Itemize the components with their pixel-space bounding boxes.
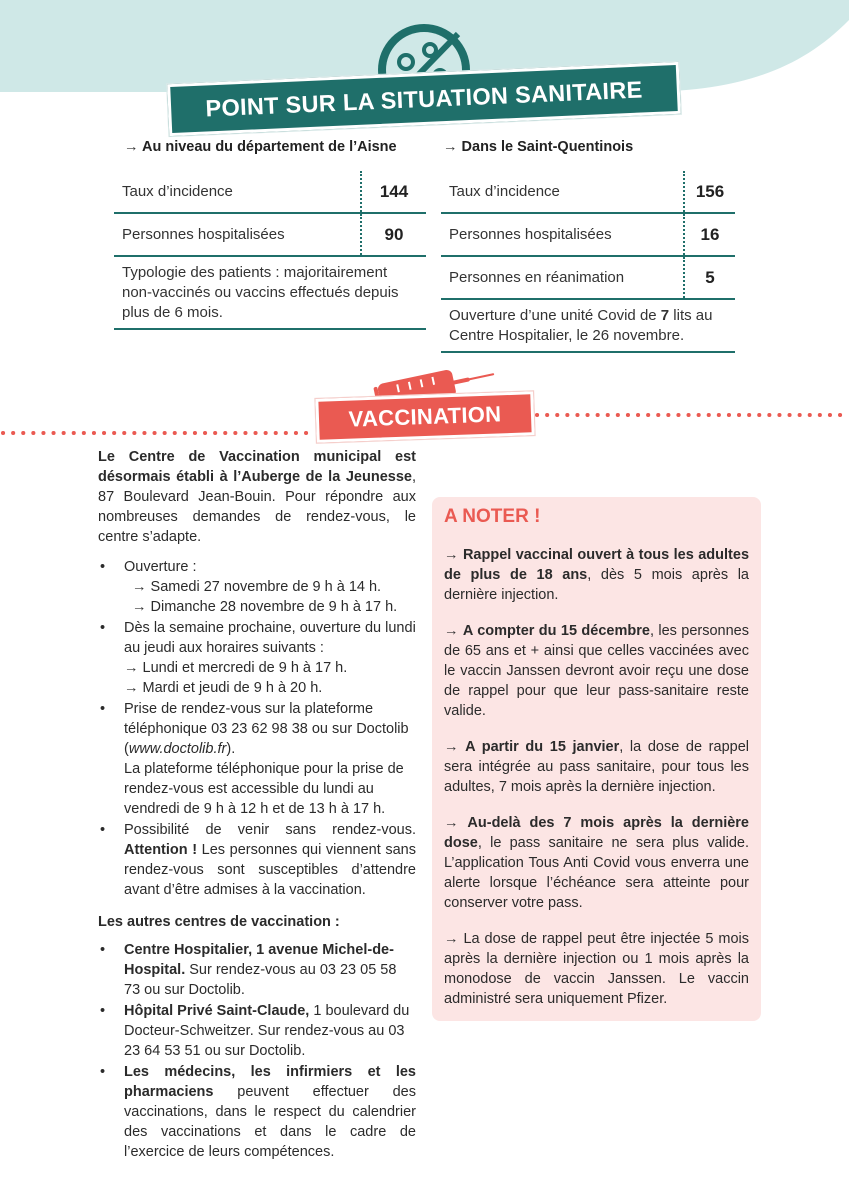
- stat-value: 144: [360, 171, 426, 212]
- stat-label: Personnes hospitalisées: [122, 226, 285, 243]
- stat-row: [114, 214, 426, 257]
- arrow-right-icon: →: [132, 579, 151, 595]
- list-item: • Centre Hospitalier, 1 avenue Michel-de-Hospital. Sur rendez-vous au 03 23 05 58 73 ou sur Doctolib.: [98, 940, 416, 1000]
- list-item: • Les médecins, les infirmiers et les pharmaciens peuvent effectuer des vaccinations, dans le respect du calendrier des vaccinations et dans le cadre de l’exercice de leurs compétences.: [98, 1062, 416, 1162]
- vaccination-bullets: [98, 557, 416, 900]
- vaccination-banner: [315, 391, 534, 443]
- other-centers-list: [98, 940, 416, 1162]
- list-item: • Possibilité de venir sans rendez-vous. Attention ! Les personnes qui viennent sans rendez-vous sont susceptibles d’attendre avant d’être admises à la vaccination.: [98, 820, 416, 900]
- arrow-right-icon: →: [124, 660, 143, 676]
- stat-label: Personnes hospitalisées: [449, 226, 612, 243]
- stat-value: 5: [683, 257, 735, 298]
- intro-paragraph: Le Centre de Vaccination municipal est désormais établi à l’Auberge de la Jeunesse, 87 Boulevard Jean-Bouin. Pour répondre aux nombreuses demandes de rendez-vous, le centre s’adapte.: [98, 449, 416, 545]
- situation-banner-title: POINT SUR LA SITUATION SANITAIRE: [204, 75, 644, 122]
- note-item: → A compter du 15 décembre, les personnes de 65 ans et + ainsi que celles vaccinées avec le vaccin Janssen devront avoir reçu une dose de rappel pour que leur pass-sanitaire reste valide.: [444, 623, 749, 719]
- stat-value: 90: [360, 214, 426, 255]
- note-item: → Au-delà des 7 mois après la dernière dose, le pass sanitaire ne sera plus valide. L’application Tous Anti Covid vous enverra une alerte lorsque l’échéance sera atteinte pour conserver votre pass.: [444, 815, 749, 911]
- stat-value: 156: [683, 171, 735, 212]
- list-item: • Prise de rendez-vous sur la plateforme téléphonique 03 23 62 98 38 ou sur Doctolib (www.doctolib.fr). La plateforme téléphonique pour la prise de rendez-vous est accessible du lundi au vendredi de 9 h à 12 h et de 13 h à 17 h.: [98, 699, 416, 819]
- saint-quentinois-stats-table: [441, 171, 735, 353]
- arrow-right-icon: →: [444, 623, 463, 639]
- list-item: • Hôpital Privé Saint-Claude, 1 boulevard du Docteur-Schweitzer. Sur rendez-vous au 03 23 64 53 51 ou sur Doctolib.: [98, 1001, 416, 1061]
- note-box: [432, 497, 761, 1021]
- arrow-right-icon: →: [124, 139, 142, 155]
- stat-row: [441, 171, 735, 214]
- vaccination-info: [98, 447, 416, 1163]
- stat-row: [114, 171, 426, 214]
- dotted-divider-right: [534, 412, 849, 418]
- stat-label: Personnes en réanimation: [449, 269, 625, 286]
- saint-quentinois-note: Ouverture d’une unité Covid de 7 lits au Centre Hospitalier, le 26 novembre.: [441, 300, 735, 353]
- dotted-divider-left: [0, 430, 316, 436]
- arrow-right-icon: →: [132, 599, 151, 615]
- list-item: • Dès la semaine prochaine, ouverture du lundi au jeudi aux horaires suivants : → Lundi et mercredi de 9 h à 17 h. → Mardi et jeudi de 9 h à 20 h.: [98, 618, 416, 698]
- note-title: A NOTER !: [444, 506, 541, 527]
- stat-value: 16: [683, 214, 735, 255]
- arrow-right-icon: →: [444, 815, 468, 831]
- note-item: → La dose de rappel peut être injectée 5 mois après la dernière injection ou 1 mois après la monodose de vaccin Janssen. Le vaccin administré sera uniquement Pfizer.: [444, 931, 749, 1007]
- arrow-right-icon: →: [124, 680, 143, 696]
- stat-label: Taux d’incidence: [449, 183, 560, 200]
- arrow-right-icon: →: [444, 739, 466, 755]
- vaccination-banner-title: VACCINATION: [348, 401, 502, 432]
- note-item: → A partir du 15 janvier, la dose de rappel sera intégrée au pass sanitaire, pour tous les adultes, 7 mois après la dernière injection.: [444, 739, 749, 795]
- arrow-right-icon: →: [444, 931, 464, 947]
- arrow-right-icon: →: [444, 547, 463, 563]
- aisne-note: Typologie des patients : majoritairement non-vaccinés ou vaccins effectués depuis plus de 6 mois.: [114, 257, 426, 330]
- saint-quentinois-heading: → Dans le Saint-Quentinois: [443, 139, 634, 155]
- doctolib-link[interactable]: www.doctolib.fr: [128, 741, 227, 757]
- stat-row: [441, 214, 735, 257]
- aisne-stats-table: [114, 171, 426, 330]
- stat-row: [441, 257, 735, 300]
- list-item: • Ouverture : → Samedi 27 novembre de 9 h à 14 h. → Dimanche 28 novembre de 9 h à 17 h.: [98, 557, 416, 617]
- arrow-right-icon: →: [443, 139, 462, 155]
- stat-label: Taux d’incidence: [122, 183, 233, 200]
- aisne-heading: → Au niveau du département de l’Aisne: [124, 139, 397, 155]
- others-title: Les autres centres de vaccination :: [98, 914, 340, 930]
- note-item: → Rappel vaccinal ouvert à tous les adultes de plus de 18 ans, dès 5 mois après la dernière injection.: [444, 547, 750, 603]
